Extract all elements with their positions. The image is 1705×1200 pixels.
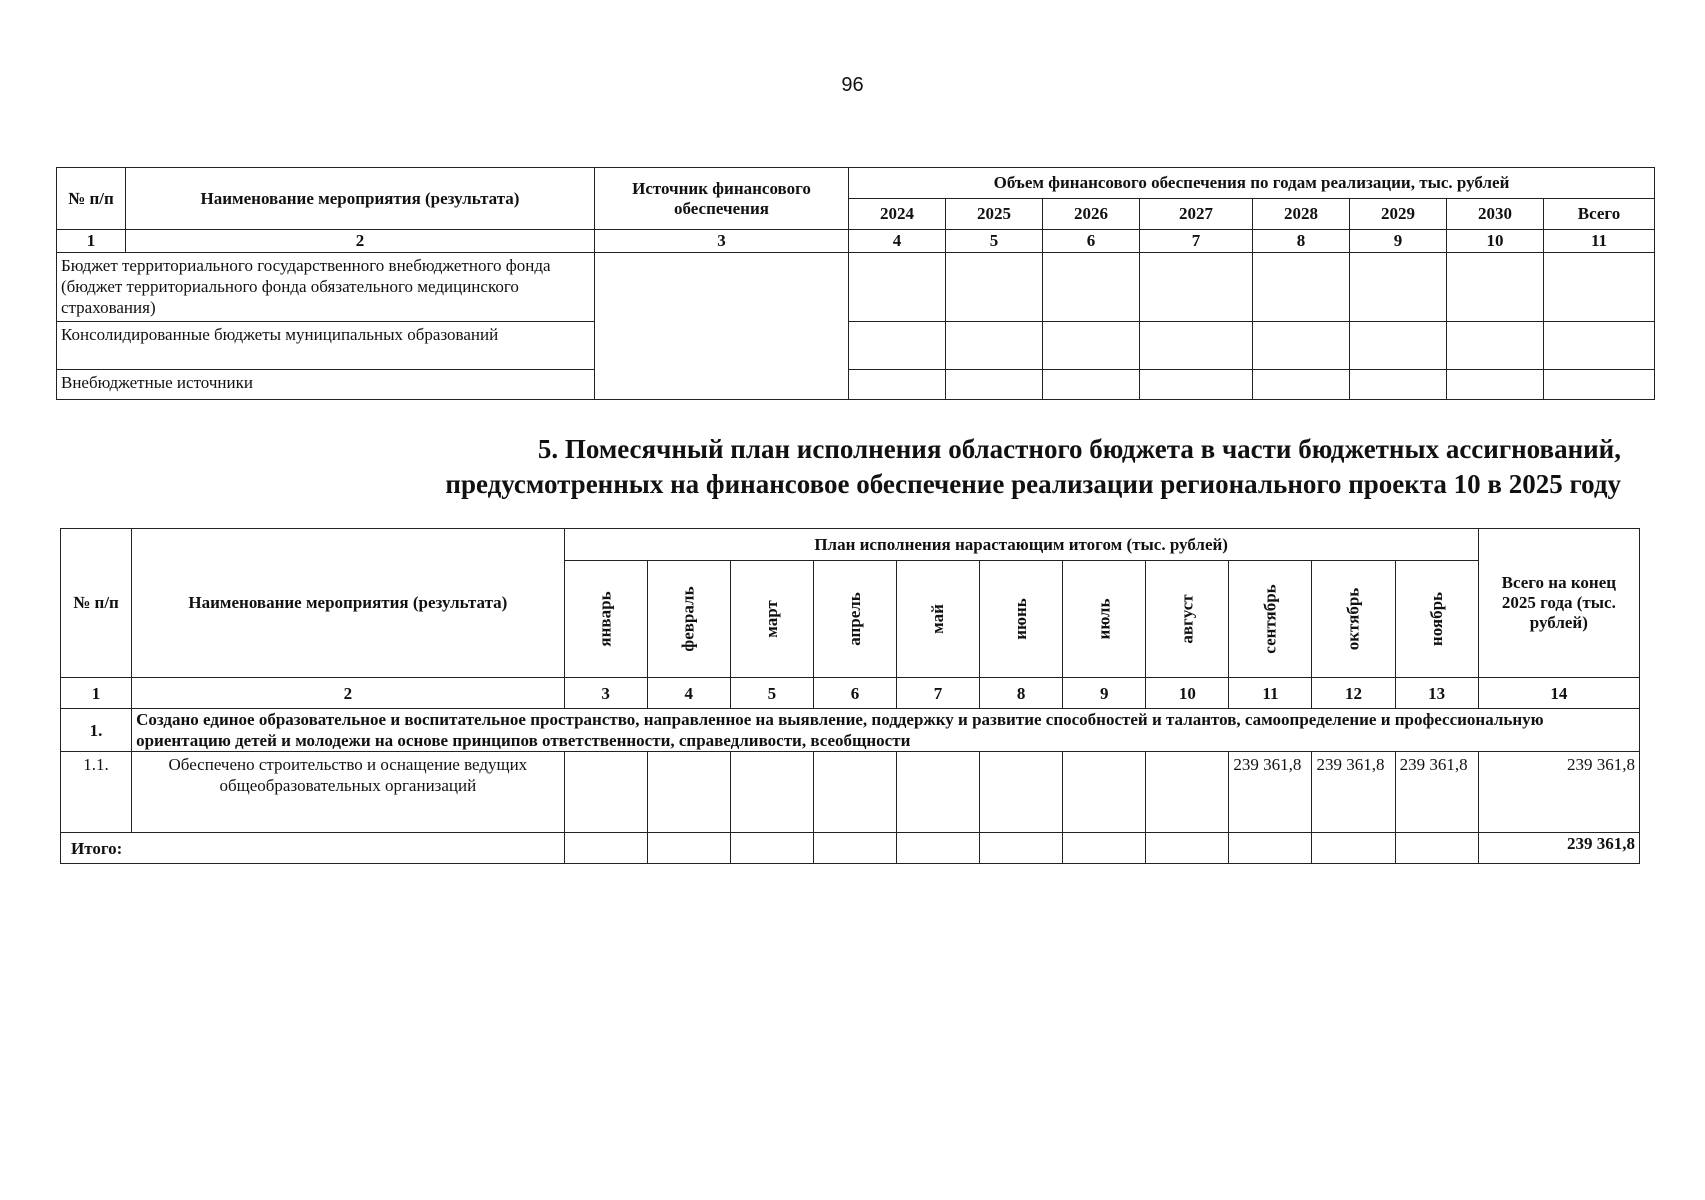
column-number: 14 <box>1478 678 1639 709</box>
row-label: Внебюджетные источники <box>57 370 595 400</box>
header-month <box>897 561 980 678</box>
page-number: 96 <box>841 74 864 96</box>
value-cell <box>1350 322 1447 370</box>
row-label: Консолидированные бюджеты муниципальных образований <box>57 322 595 370</box>
header-name: Наименование мероприятия (результата) <box>126 168 595 230</box>
table-row <box>61 709 1640 752</box>
value-cell <box>1253 322 1350 370</box>
column-number: 7 <box>1140 230 1253 253</box>
month-label: август <box>1177 594 1197 644</box>
header-month <box>1063 561 1146 678</box>
header-source: Источник финансового обеспечения <box>595 168 849 230</box>
value-cell <box>946 322 1043 370</box>
header-month <box>1146 561 1229 678</box>
item-name: Обеспечено строительство и оснащение ведущих общеобразовательных организаций <box>132 752 565 833</box>
item-number: 1.1. <box>61 752 132 833</box>
header-year: 2028 <box>1253 199 1350 230</box>
header-year: 2024 <box>849 199 946 230</box>
value-cell <box>946 253 1043 322</box>
value-cell <box>1350 370 1447 400</box>
month-cell <box>897 752 980 833</box>
column-number: 1 <box>61 678 132 709</box>
header-month <box>1229 561 1312 678</box>
month-label: март <box>761 600 781 638</box>
month-value-november: 239 361,8 <box>1395 752 1478 833</box>
section-heading-line: 5. Помесячный план исполнения областного бюджета в части бюджетных ассигнований, <box>537 434 1621 464</box>
header-month <box>813 561 896 678</box>
column-number: 3 <box>595 230 849 253</box>
month-cell <box>813 752 896 833</box>
header-name: Наименование мероприятия (результата) <box>132 529 565 678</box>
column-number: 2 <box>126 230 595 253</box>
grand-total: 239 361,8 <box>1478 833 1639 864</box>
column-number: 5 <box>946 230 1043 253</box>
header-volume: Объем финансового обеспечения по годам реализации, тыс. рублей <box>849 168 1655 199</box>
column-number: 12 <box>1312 678 1395 709</box>
month-cell <box>980 833 1063 864</box>
header-year: 2030 <box>1447 199 1544 230</box>
month-value-september: 239 361,8 <box>1229 752 1312 833</box>
month-value-october: 239 361,8 <box>1312 752 1395 833</box>
header-year: 2027 <box>1140 199 1253 230</box>
column-number: 4 <box>647 678 730 709</box>
value-cell <box>1544 370 1655 400</box>
month-label: январь <box>595 591 615 647</box>
table-row <box>57 370 1655 400</box>
month-cell <box>1312 833 1395 864</box>
column-number-row <box>61 678 1640 709</box>
value-cell <box>1043 322 1140 370</box>
month-cell <box>730 752 813 833</box>
header-month <box>980 561 1063 678</box>
value-cell <box>1544 253 1655 322</box>
column-number: 8 <box>1253 230 1350 253</box>
row-label: Бюджет территориального государственного внебюджетного фонда (бюджет территориального фонда обязательного медицинского страхования) <box>57 253 595 322</box>
month-label: июнь <box>1011 598 1031 640</box>
month-cell <box>1146 833 1229 864</box>
month-cell <box>1229 833 1312 864</box>
month-cell <box>980 752 1063 833</box>
column-number: 9 <box>1063 678 1146 709</box>
financing-volume-table <box>56 167 1655 400</box>
column-number: 13 <box>1395 678 1478 709</box>
month-cell <box>813 833 896 864</box>
month-label: ноябрь <box>1426 591 1446 647</box>
month-cell <box>1395 833 1478 864</box>
month-label: октябрь <box>1343 587 1363 651</box>
column-number: 10 <box>1146 678 1229 709</box>
column-number: 11 <box>1229 678 1312 709</box>
month-label: май <box>928 604 948 634</box>
value-cell <box>849 370 946 400</box>
value-cell <box>1253 253 1350 322</box>
month-label: февраль <box>678 586 698 652</box>
value-cell <box>1544 322 1655 370</box>
column-number: 9 <box>1350 230 1447 253</box>
header-year: 2025 <box>946 199 1043 230</box>
total-row <box>61 833 1640 864</box>
column-number-row <box>57 230 1655 253</box>
header-month <box>564 561 647 678</box>
header-total: Всего на конец 2025 года (тыс. рублей) <box>1478 529 1639 678</box>
month-label: июль <box>1094 598 1114 640</box>
month-cell <box>897 833 980 864</box>
value-cell <box>1043 253 1140 322</box>
month-cell <box>564 752 647 833</box>
header-month <box>647 561 730 678</box>
value-cell <box>1140 253 1253 322</box>
month-cell <box>647 752 730 833</box>
table-row <box>61 752 1640 833</box>
month-cell <box>564 833 647 864</box>
header-year: 2026 <box>1043 199 1140 230</box>
group-number: 1. <box>61 709 132 752</box>
header-plan: План исполнения нарастающим итогом (тыс. рублей) <box>564 529 1478 561</box>
monthly-plan-table <box>60 528 1640 864</box>
value-cell <box>849 253 946 322</box>
header-month <box>1395 561 1478 678</box>
table-row <box>57 253 1655 322</box>
column-number: 8 <box>980 678 1063 709</box>
header-num: № п/п <box>57 168 126 230</box>
header-total: Всего <box>1544 199 1655 230</box>
value-cell <box>1350 253 1447 322</box>
total-label: Итого: <box>61 833 565 864</box>
header-month <box>1312 561 1395 678</box>
column-number: 6 <box>813 678 896 709</box>
value-cell <box>1140 322 1253 370</box>
source-cell <box>595 253 849 400</box>
value-cell <box>1447 322 1544 370</box>
value-cell <box>946 370 1043 400</box>
month-cell <box>647 833 730 864</box>
month-cell <box>1146 752 1229 833</box>
month-label: апрель <box>844 592 864 646</box>
section-heading-line: предусмотренных на финансовое обеспечение реализации регионального проекта 10 в 2025 году <box>445 469 1621 499</box>
column-number: 3 <box>564 678 647 709</box>
column-number: 5 <box>730 678 813 709</box>
value-cell <box>1140 370 1253 400</box>
header-year: 2029 <box>1350 199 1447 230</box>
column-number: 11 <box>1544 230 1655 253</box>
column-number: 7 <box>897 678 980 709</box>
column-number: 6 <box>1043 230 1140 253</box>
column-number: 10 <box>1447 230 1544 253</box>
item-total: 239 361,8 <box>1478 752 1639 833</box>
month-cell <box>730 833 813 864</box>
value-cell <box>1447 370 1544 400</box>
group-description: Создано единое образовательное и воспитательное пространство, направленное на выявление, поддержку и развитие способностей и талантов, самоопределение и профессиональную ориентацию детей и молодежи на основе принципов ответственности, справедливости, всеобщности <box>132 709 1640 752</box>
month-cell <box>1063 833 1146 864</box>
value-cell <box>849 322 946 370</box>
column-number: 2 <box>132 678 565 709</box>
column-number: 1 <box>57 230 126 253</box>
table-row <box>57 322 1655 370</box>
header-month <box>730 561 813 678</box>
month-cell <box>1063 752 1146 833</box>
value-cell <box>1253 370 1350 400</box>
month-label: сентябрь <box>1260 584 1280 654</box>
column-number: 4 <box>849 230 946 253</box>
header-num: № п/п <box>61 529 132 678</box>
value-cell <box>1043 370 1140 400</box>
section-heading <box>321 432 1621 502</box>
value-cell <box>1447 253 1544 322</box>
